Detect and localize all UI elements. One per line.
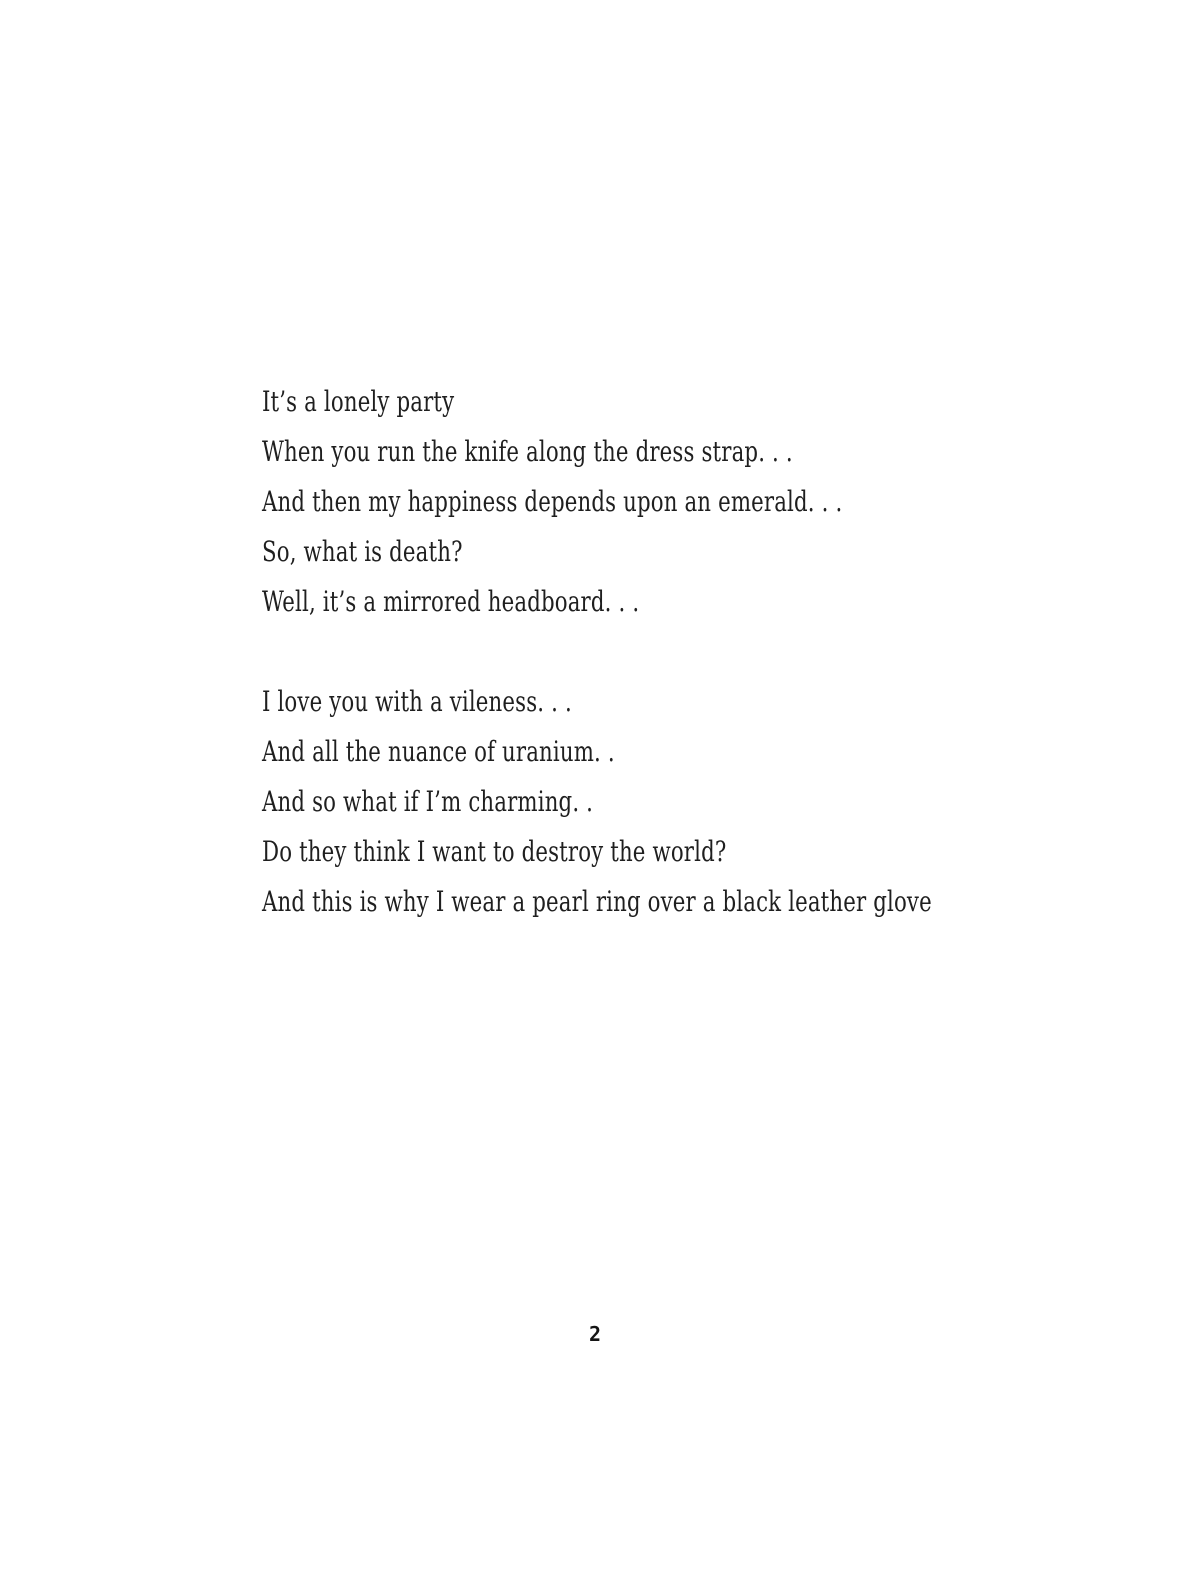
poem-line: Well, it’s a mirrored headboard. . . xyxy=(262,585,640,618)
stanza-2 xyxy=(262,677,1143,927)
page-number: 2 xyxy=(588,1322,602,1346)
poem-line: And then my happiness depends upon an emerald. . . xyxy=(262,485,843,518)
poem-body xyxy=(262,377,1143,927)
poem-line: Do they think I want to destroy the world? xyxy=(262,835,727,868)
poem-line: And all the nuance of uranium. . xyxy=(262,735,615,768)
poem-line: So, what is death? xyxy=(262,535,463,568)
poem-line: It’s a lonely party xyxy=(262,385,455,418)
poem-line: I love you with a vileness. . . xyxy=(262,685,572,718)
poem-line: When you run the knife along the dress strap. . . xyxy=(262,435,793,468)
stanza-1 xyxy=(262,377,1143,627)
poem-line: And this is why I wear a pearl ring over a black leather glove xyxy=(262,885,932,918)
poem-line: And so what if I’m charming. . xyxy=(262,785,594,818)
